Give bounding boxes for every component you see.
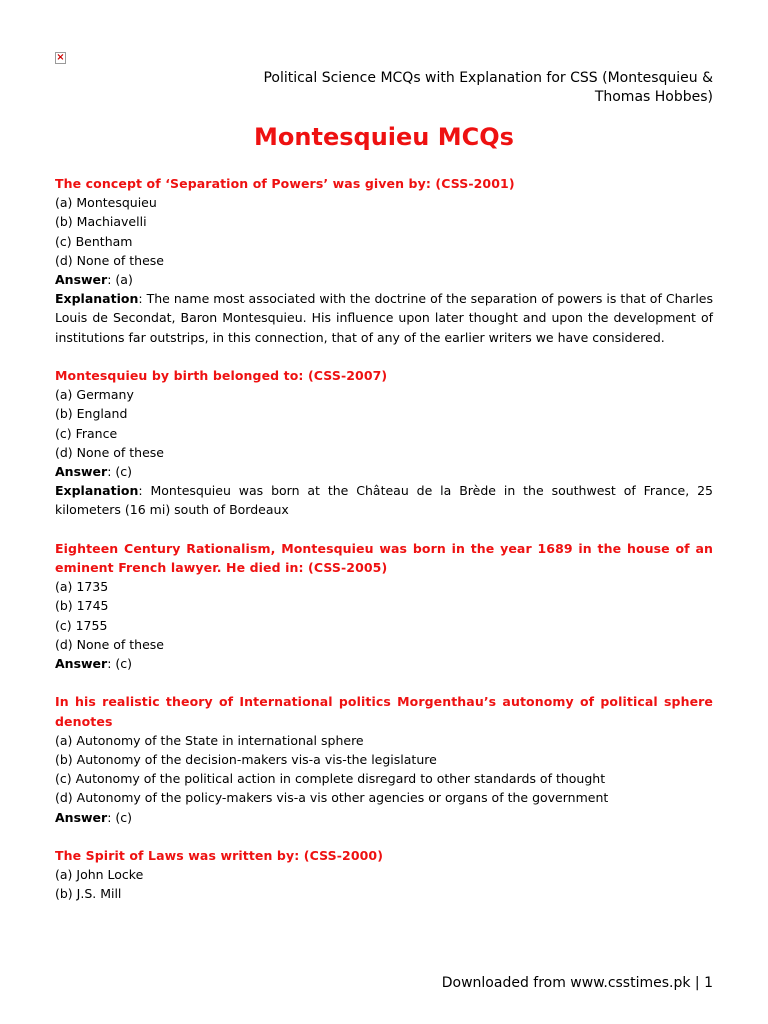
option: (c) Bentham bbox=[55, 233, 133, 249]
question-text: Eighteen Century Rationalism, Montesquieu was born in the year 1689 in the house of an eminent French lawyer. He died in: (CSS-2005) bbox=[55, 540, 713, 576]
explanation-label: Explanation bbox=[55, 483, 139, 499]
answer-value: : (a) bbox=[107, 272, 133, 288]
question-block bbox=[55, 539, 713, 673]
answer-value: : (c) bbox=[107, 656, 133, 672]
option: (d) Autonomy of the policy-makers vis-a vis other agencies or organs of the government bbox=[55, 790, 609, 806]
explanation-text: : The name most associated with the doctrine of the separation of powers is that of Charles Louis de Secondat, Baron Montesquieu. His influence upon later thought and upon the development of institutions far outstrips, in this connection, that of any of the earlier writers we have considered. bbox=[55, 291, 713, 345]
page-footer: Downloaded from www.csstimes.pk | 1 bbox=[441, 975, 713, 991]
answer-value: : (c) bbox=[107, 464, 133, 480]
option: (a) Autonomy of the State in international sphere bbox=[55, 732, 364, 748]
answer-line bbox=[55, 270, 713, 289]
header-line-1: Political Science MCQs with Explanation for CSS (Montesquieu & bbox=[263, 70, 713, 86]
option: (c) Autonomy of the political action in complete disregard to other standards of thought bbox=[55, 771, 606, 787]
option: (a) John Locke bbox=[55, 867, 144, 883]
answer-line bbox=[55, 462, 713, 481]
explanation-label: Explanation bbox=[55, 291, 139, 307]
document-header bbox=[233, 69, 713, 107]
answer-value: : (c) bbox=[107, 809, 133, 825]
answer-line bbox=[55, 654, 713, 673]
answer-label: Answer bbox=[55, 656, 108, 672]
option: (d) None of these bbox=[55, 636, 164, 652]
page-title: Montesquieu MCQs bbox=[254, 123, 514, 151]
answer-line bbox=[55, 808, 713, 827]
explanation bbox=[55, 289, 713, 347]
option: (d) None of these bbox=[55, 252, 164, 268]
option: (b) J.S. Mill bbox=[55, 886, 122, 902]
option: (b) Autonomy of the decision-makers vis-a vis-the legislature bbox=[55, 752, 437, 768]
explanation bbox=[55, 481, 713, 519]
option: (a) Montesquieu bbox=[55, 195, 157, 211]
question-text: Montesquieu by birth belonged to: (CSS-2007) bbox=[55, 368, 388, 384]
answer-label: Answer bbox=[55, 464, 108, 480]
question-block bbox=[55, 846, 713, 904]
mcq-list bbox=[55, 174, 713, 923]
option: (b) 1745 bbox=[55, 598, 109, 614]
option: (a) Germany bbox=[55, 387, 134, 403]
question-block bbox=[55, 692, 713, 826]
answer-label: Answer bbox=[55, 809, 108, 825]
option: (c) France bbox=[55, 425, 118, 441]
header-line-2: Thomas Hobbes) bbox=[594, 89, 713, 105]
option: (d) None of these bbox=[55, 444, 164, 460]
option: (b) England bbox=[55, 406, 128, 422]
option: (a) 1735 bbox=[55, 579, 109, 595]
question-text: The concept of ‘Separation of Powers’ was given by: (CSS-2001) bbox=[55, 176, 515, 191]
answer-label: Answer bbox=[55, 272, 108, 288]
question-text: In his realistic theory of International politics Morgenthau’s autonomy of political sphere denotes bbox=[55, 694, 713, 729]
option: (c) 1755 bbox=[55, 617, 108, 633]
option: (b) Machiavelli bbox=[55, 214, 147, 230]
question-block bbox=[55, 174, 713, 347]
question-block bbox=[55, 366, 713, 520]
explanation-text: : Montesquieu was born at the Château de la Brède in the southwest of France, 25 kilometers (16 mi) south of Bordeaux bbox=[55, 483, 713, 518]
broken-image-icon: × bbox=[56, 52, 65, 63]
question-text: The Spirit of Laws was written by: (CSS-2000) bbox=[55, 848, 384, 864]
